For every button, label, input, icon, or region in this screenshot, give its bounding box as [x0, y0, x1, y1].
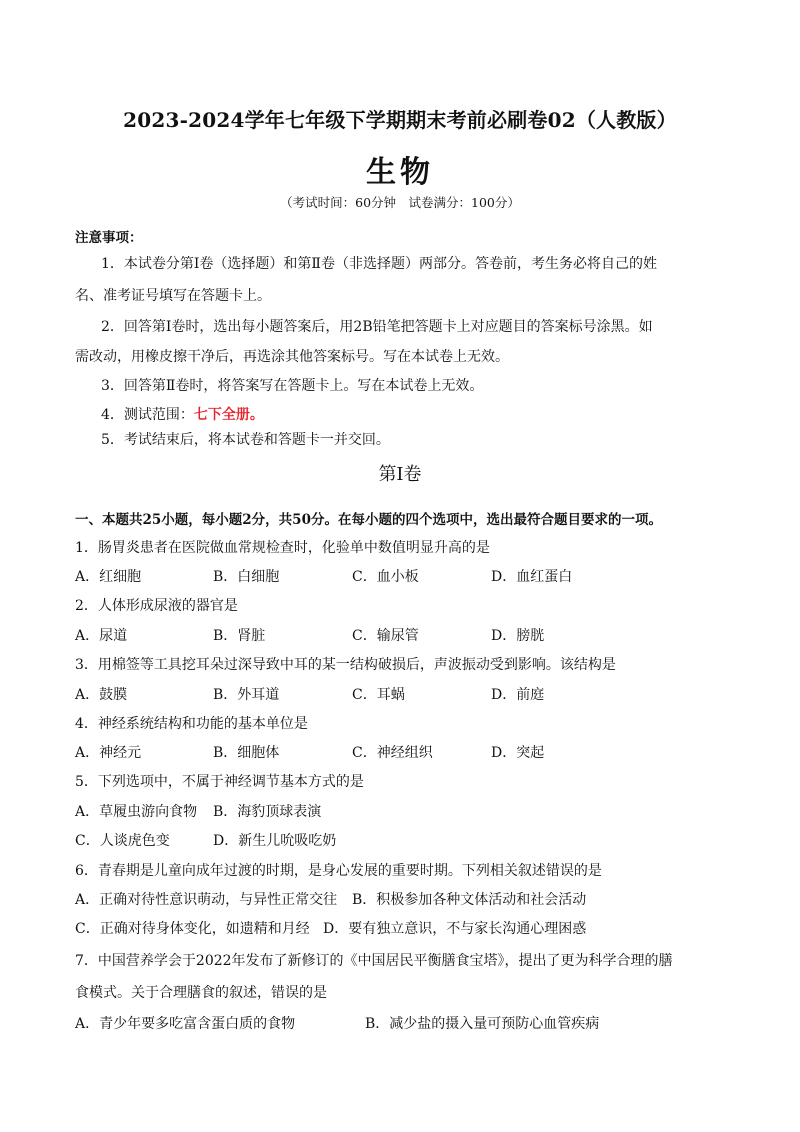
- notice-item: 5．考试结束后，将本试卷和答题卡一并交回。: [101, 432, 390, 448]
- question-stem: 6．青春期是儿童向成年过渡的时期，是身心发展的重要时期。下列相关叙述错误的是: [75, 863, 602, 879]
- notice-item: 需改动，用橡皮擦干净后，再选涂其他答案标号。写在本试卷上无效。: [75, 349, 509, 365]
- option-a: A．红细胞: [75, 569, 142, 585]
- option-a: A．正确对待性意识萌动，与异性正常交往: [75, 892, 338, 908]
- option-d: D．新生儿吮吸吃奶: [213, 833, 337, 849]
- question-stem: 3．用棉签等工具挖耳朵过深导致中耳的某一结构破损后，声波振动受到影响。该结构是: [75, 657, 616, 673]
- option-c: C．血小板: [352, 569, 419, 585]
- option-b: B．白细胞: [213, 569, 280, 585]
- option-b: B．海豹顶球表演: [213, 804, 322, 820]
- option-a: A．神经元: [75, 745, 142, 761]
- exam-info: （考试时间：60分钟 试卷满分：100分）: [280, 195, 520, 210]
- section-instruction: 一、本题共25小题，每小题2分，共50分。在每小题的四个选项中，选出最符合题目要求的一项。: [75, 512, 662, 528]
- option-a: A．鼓膜: [75, 687, 128, 703]
- option-b: B．细胞体: [213, 745, 280, 761]
- question-stem-continued: 食模式。关于合理膳食的叙述，错误的是: [75, 985, 327, 1001]
- notice-item: 1．本试卷分第Ⅰ卷（选择题）和第Ⅱ卷（非选择题）两部分。答卷前，考生务必将自己的姓: [101, 256, 657, 272]
- scope-value: 七下全册。: [193, 407, 264, 423]
- question-stem: 7．中国营养学会于2022年发布了新修订的《中国居民平衡膳食宝塔》，提出了更为科学合理的膳: [75, 953, 673, 969]
- notice-item: 3．回答第Ⅱ卷时，将答案写在答题卡上。写在本试卷上无效。: [101, 378, 484, 394]
- option-b: B．外耳道: [213, 687, 280, 703]
- document-title: 2023-2024学年七年级下学期期末考前必刷卷02（人教版）: [123, 108, 677, 132]
- option-a: A．青少年要多吃富含蛋白质的食物: [75, 1016, 296, 1032]
- notice-item: 名、准考证号填写在答题卡上。: [75, 288, 271, 304]
- notice-item-scope: [101, 404, 264, 424]
- option-d: D．前庭: [491, 687, 545, 703]
- option-c: C．耳蜗: [352, 687, 405, 703]
- section-title: 第Ⅰ卷: [378, 464, 422, 485]
- option-b: B．减少盐的摄入量可预防心血管疾病: [365, 1016, 600, 1032]
- option-c: C．输尿管: [352, 628, 419, 644]
- option-c: C．神经组织: [352, 745, 433, 761]
- option-a: A．草履虫游向食物: [75, 804, 198, 820]
- option-b: B．肾脏: [213, 628, 266, 644]
- question-stem: 2．人体形成尿液的器官是: [75, 598, 238, 614]
- notice-heading: 注意事项：: [75, 230, 143, 246]
- option-b: B．积极参加各种文体活动和社会活动: [352, 892, 587, 908]
- question-stem: 1．肠胃炎患者在医院做血常规检查时，化验单中数值明显升高的是: [75, 540, 490, 556]
- option-a: A．尿道: [75, 628, 128, 644]
- option-d: D．要有独立意识，不与家长沟通心理困惑: [323, 921, 587, 937]
- question-stem: 4．神经系统结构和功能的基本单位是: [75, 716, 308, 732]
- option-d: D．突起: [491, 745, 545, 761]
- notice-item: 2．回答第Ⅰ卷时，选出每小题答案后，用2B铅笔把答题卡上对应题目的答案标号涂黑。如: [101, 319, 653, 335]
- subject-title: 生物: [366, 155, 434, 190]
- option-c: C．正确对待身体变化，如遗精和月经: [75, 921, 310, 937]
- question-stem: 5．下列选项中，不属于神经调节基本方式的是: [75, 774, 364, 790]
- option-d: D．血红蛋白: [491, 569, 573, 585]
- option-d: D．膀胱: [491, 628, 545, 644]
- scope-label: 4．测试范围：: [101, 407, 194, 423]
- option-c: C．人谈虎色变: [75, 833, 170, 849]
